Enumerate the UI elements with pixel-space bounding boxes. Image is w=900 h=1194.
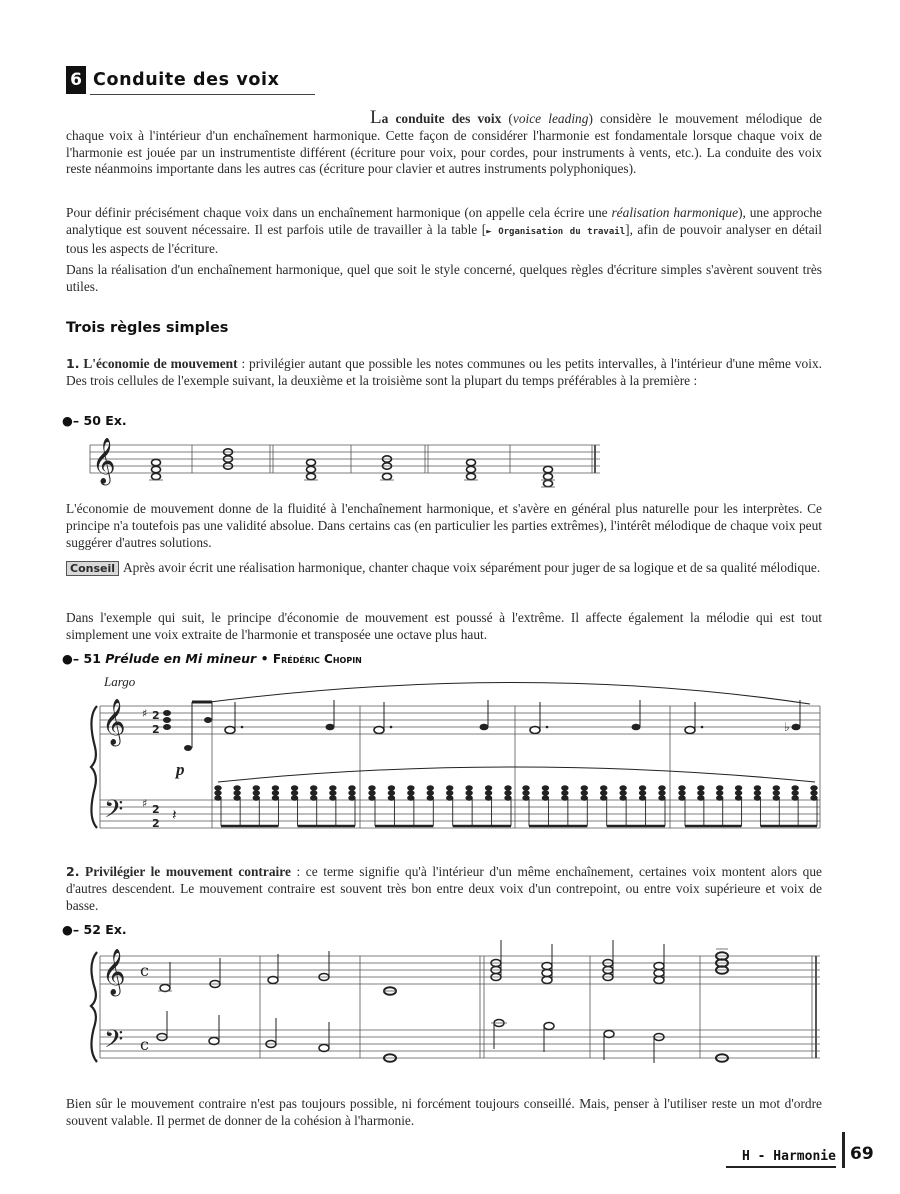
chord-note [234, 791, 240, 796]
chord-note [542, 786, 548, 791]
chord-note [717, 786, 723, 791]
rule1-text: : privilégier autant que possible les notes communes ou les petits intervalles, à l'intérieur d'une même voix. Des trois cellules de l'exemple suivant, la deuxième et la troisième sont la plupart du temps préférables à la première : [66, 356, 822, 388]
svg-text:2: 2 [152, 723, 160, 736]
intro-paragraph-1 [66, 107, 822, 178]
chord-note [811, 791, 817, 796]
page-number: 69 [850, 1144, 874, 1164]
svg-text:2: 2 [152, 803, 160, 816]
chord-note [601, 791, 607, 796]
chord-note [562, 791, 568, 796]
chord-note [717, 791, 723, 796]
svg-text:2: 2 [152, 709, 160, 722]
paragraph-before-example-51: Dans l'exemple qui suit, le principe d'économie de mouvement est poussé à l'extrême. Il affecte également la mélodie qui est tout simplement une voix extraite de l'harmonie et transposée une octave plus haut. [66, 610, 822, 642]
example-51-title: Prélude en Mi mineur [105, 651, 257, 666]
title-underline [90, 94, 315, 95]
treble-clef-icon: 𝄞 [102, 949, 126, 995]
chord-note [773, 796, 779, 801]
chord-note [679, 791, 685, 796]
chord-note [311, 796, 317, 801]
brace-icon [91, 706, 97, 828]
chord-note [215, 796, 221, 801]
svg-text:𝄽: 𝄽 [172, 806, 177, 824]
chord-note [215, 791, 221, 796]
chord-note [291, 796, 297, 801]
rule2-number: 2. [66, 864, 80, 879]
example-51-number: 51 [83, 651, 106, 666]
chord-note [388, 796, 394, 801]
example-51-separator: • [256, 651, 273, 666]
audio-track-icon[interactable]: ●– [62, 651, 80, 666]
svg-text:♯: ♯ [142, 707, 148, 720]
chord-note [735, 791, 741, 796]
bass-clef-icon: 𝄢 [104, 795, 124, 830]
rule1-paragraph [66, 356, 822, 390]
chord-note [369, 786, 375, 791]
chord-note [408, 786, 414, 791]
intro-lead: a conduite des voix [381, 111, 502, 126]
chord-note [754, 786, 760, 791]
chord-note [447, 791, 453, 796]
example-52-score [90, 944, 825, 1069]
chord-note [253, 786, 259, 791]
chord-note [698, 796, 704, 801]
chord-note [620, 796, 626, 801]
section-number: 6 [66, 66, 86, 94]
chord-note [447, 786, 453, 791]
chord-note [698, 791, 704, 796]
final-paragraph: Bien sûr le mouvement contraire n'est pas toujours possible, ni forcément toujours conseillé. Mais, penser à l'utiliser reste un mot d'ordre souvent valable. Il permet de donner de la cohésion à l'harmonie. [66, 1096, 822, 1128]
chord-note [773, 791, 779, 796]
chord-note [659, 786, 665, 791]
chord-note [505, 791, 511, 796]
rule2-text: : ce terme signifie qu'à l'intérieur d'un même enchaînement, certaines voix montent alors que d'autres descendent. Le mouvement contraire est souvent très bon entre deux voix d'un contrepoint, ou entre voix supérieure et voix de basse. [66, 864, 822, 913]
cross-reference-link[interactable]: ► Organisation du travail [486, 226, 626, 237]
intro-paragraph-3: Dans la réalisation d'un enchaînement harmonique, quel que soit le style concerné, quelques règles d'écriture simples s'avèrent souvent très utiles. [66, 262, 822, 294]
svg-text:c: c [140, 961, 149, 980]
chord-note [581, 796, 587, 801]
chord-note [485, 786, 491, 791]
svg-text:♭: ♭ [784, 720, 790, 734]
chord-note [792, 791, 798, 796]
chord-note [388, 791, 394, 796]
chord-note [485, 791, 491, 796]
rule1-number: 1. [66, 356, 80, 371]
chord-note [427, 796, 433, 801]
p2-italic: réalisation harmonique [611, 205, 739, 220]
chord-note [408, 791, 414, 796]
chord-note [639, 786, 645, 791]
chord-note [505, 786, 511, 791]
chord-note [234, 786, 240, 791]
chord-note [698, 786, 704, 791]
example-52-label[interactable] [62, 922, 127, 937]
example-50-label[interactable] [62, 413, 127, 428]
chord-note [427, 791, 433, 796]
paragraph-after-example-50: L'économie de mouvement donne de la fluidité à l'enchaînement harmonique, et s'avère en général plus naturelle pour les interprètes. Ce principe n'a toutefois pas une validité absolue. Dans certains cas (en particulier les parties extrêmes), l'intérêt mélodique de chaque voix peut suggérer d'autres solutions. [66, 501, 822, 550]
chord-note [523, 791, 529, 796]
chord-note [330, 796, 336, 801]
example-51-composer: Frédéric Chopin [272, 652, 362, 666]
p2-text-c: ], afin de pouvoir analyser en détail tous les aspects de l'écriture. [66, 221, 822, 256]
rule2-paragraph [66, 864, 822, 914]
chord-note [659, 796, 665, 801]
p2-text-a: Pour définir précisément chaque voix dans un enchaînement harmonique (on appelle cela écrire une [66, 205, 612, 220]
chord-note [466, 786, 472, 791]
chord-note [369, 791, 375, 796]
chord-note [311, 791, 317, 796]
chord-note [639, 791, 645, 796]
chord-note [447, 796, 453, 801]
chord-note [349, 786, 355, 791]
chapter-footer: H - Harmonie [742, 1149, 836, 1164]
chord-note [272, 796, 278, 801]
chord-note [811, 786, 817, 791]
chord-note [466, 791, 472, 796]
chord-note [542, 796, 548, 801]
drop-cap: L [370, 107, 382, 128]
audio-track-icon[interactable]: ●– [62, 922, 80, 937]
chord-note [773, 786, 779, 791]
footer-rule [726, 1166, 836, 1168]
intro-italic: voice leading [512, 111, 589, 126]
chord-note [291, 791, 297, 796]
chord-note [562, 786, 568, 791]
svg-text:♯: ♯ [142, 797, 148, 810]
example-51-label[interactable] [62, 651, 362, 666]
conseil-text: Après avoir écrit une réalisation harmonique, chanter chaque voix séparément pour juger de sa logique et de sa qualité mélodique. [123, 560, 821, 575]
intro-paragraph-2 [66, 205, 822, 257]
chord-note [620, 786, 626, 791]
chord-note [272, 786, 278, 791]
chord-note [311, 786, 317, 791]
chord-note [272, 791, 278, 796]
chord-note [253, 791, 259, 796]
bass-clef-icon: 𝄢 [104, 1025, 124, 1060]
rule1-title: L'économie de mouvement [83, 356, 238, 371]
chord-note [330, 786, 336, 791]
chord-note [349, 791, 355, 796]
chord-note [523, 796, 529, 801]
chord-note [523, 786, 529, 791]
treble-clef-icon: 𝄞 [92, 438, 116, 484]
chord-note [792, 786, 798, 791]
chord-note [735, 796, 741, 801]
chord-note [754, 796, 760, 801]
p2-text-b: ), une approche analytique est souvent nécessaire. Il est parfois utile de travailler à la table [ [66, 205, 822, 237]
dynamic-marking: p [176, 760, 185, 779]
chord-note [388, 786, 394, 791]
example-50-score [90, 438, 602, 496]
treble-clef-icon: 𝄞 [102, 699, 126, 745]
tempo-marking: Largo [104, 674, 136, 689]
chord-note [215, 786, 221, 791]
chord-note [562, 796, 568, 801]
chord-note [659, 791, 665, 796]
chord-note [811, 796, 817, 801]
chord-note [620, 791, 626, 796]
chord-note [754, 791, 760, 796]
example-52-text: 52 Ex. [83, 922, 127, 937]
chord-note [792, 796, 798, 801]
audio-track-icon[interactable]: ●– [62, 413, 80, 428]
chord-note [639, 796, 645, 801]
page-tab [842, 1132, 845, 1168]
chord-note [253, 796, 259, 801]
chord-note [330, 791, 336, 796]
subheading: Trois règles simples [66, 320, 229, 336]
section-title: Conduite des voix [93, 70, 280, 90]
chord-note [601, 796, 607, 801]
chord-note [369, 796, 375, 801]
example-50-text: 50 Ex. [83, 413, 127, 428]
chord-note [735, 786, 741, 791]
svg-text:2: 2 [152, 817, 160, 830]
chord-note [581, 786, 587, 791]
chord-note [466, 796, 472, 801]
brace-icon [91, 952, 97, 1062]
chord-note [542, 791, 548, 796]
conseil-box [66, 560, 822, 578]
chord-note [505, 796, 511, 801]
chord-note [291, 786, 297, 791]
chord-note [581, 791, 587, 796]
chord-note [601, 786, 607, 791]
chord-note [679, 796, 685, 801]
chord-note [427, 786, 433, 791]
paren: ( [501, 111, 513, 126]
intro-rest: ) considère le mouvement mélodique de chaque voix à l'intérieur d'un enchaînement harmonique. Cette façon de considérer l'harmonie est fondamentale lorsque chaque voix de l'harmonie est jouée par un instrumentiste différent (écriture pour voix, pour cordes, pour instruments à vents, etc.). La conduite des voix reste néanmoins importante dans les autres cas (écriture pour clavier et autres instruments polyphoniques). [66, 111, 822, 177]
example-51-score [90, 672, 825, 837]
chord-note [408, 796, 414, 801]
chord-note [234, 796, 240, 801]
svg-text:c: c [140, 1035, 149, 1054]
chord-note [485, 796, 491, 801]
conseil-label: Conseil [66, 561, 119, 576]
rule2-title: Privilégier le mouvement contraire [85, 864, 291, 879]
chord-note [349, 796, 355, 801]
chord-note [679, 786, 685, 791]
chord-note [717, 796, 723, 801]
